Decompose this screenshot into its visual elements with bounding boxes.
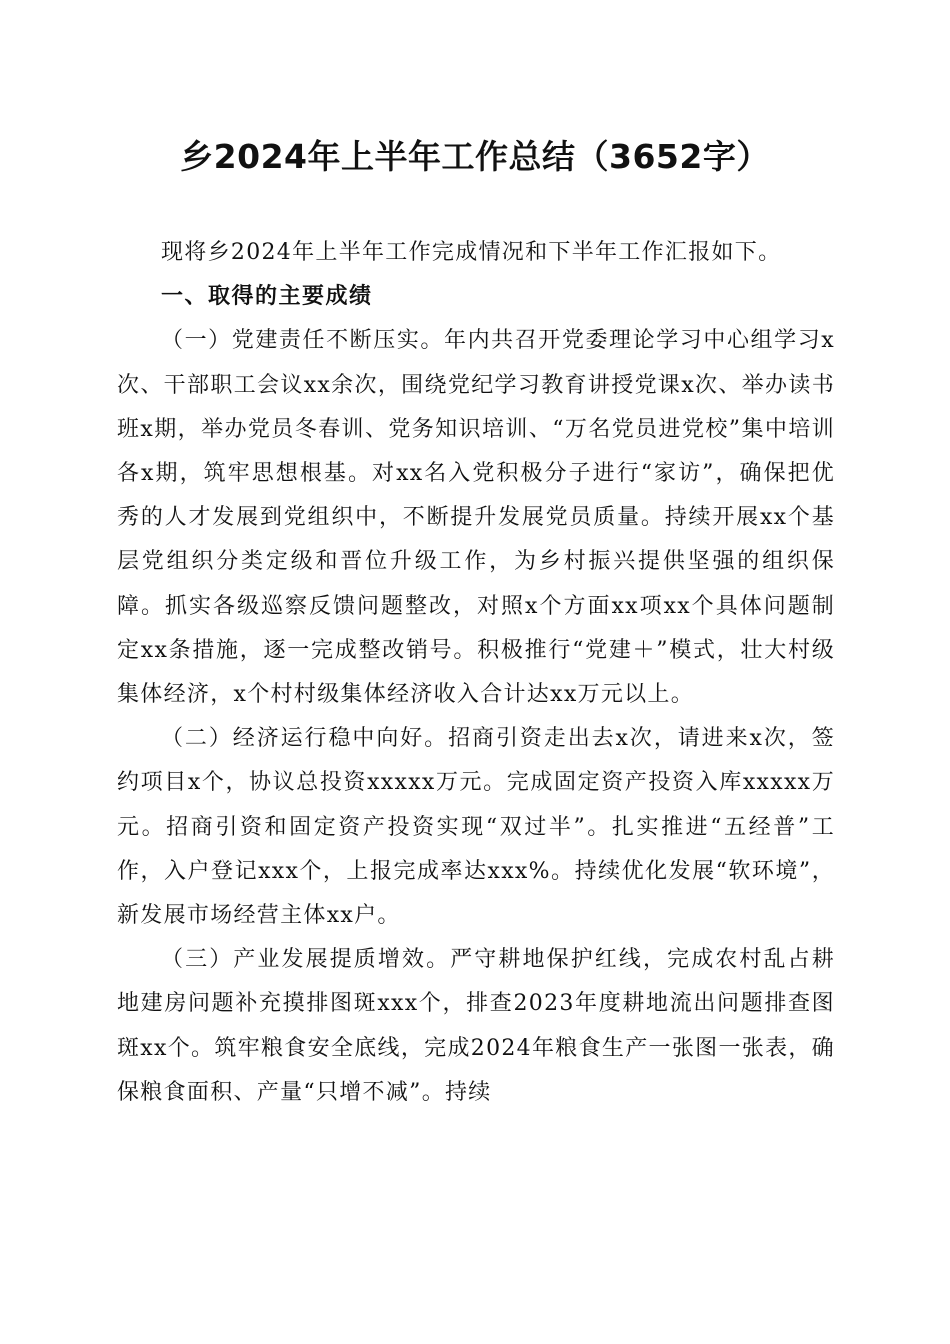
paragraph-text: 严守耕地保护红线，完成农村乱占耕地建房问题补充摸排图斑xxx个，排查2023年度耕地流出问题排查图斑xx个。筑牢粮食安全底线，完成2024年粮食生产一张图一张表，确保粮食面积、产量“只增不减”。持续 — [117, 947, 835, 1105]
paragraph-industry — [117, 938, 835, 1115]
paragraph-text: 年内共召开党委理论学习中心组学习x次、干部职工会议xx余次，围绕党纪学习教育讲授党课x次、举办读书班x期，举办党员冬春训、党务知识培训、“万名党员进党校”集中培训各x期，筑牢思想根基。对xx名入党积极分子进行“家访”，确保把优秀的人才发展到党组织中，不断提升发展党员质量。持续开展xx个基层党组织分类定级和晋位升级工作，为乡村振兴提供坚强的组织保障。抓实各级巡察反馈问题整改，对照x个方面xx项xx个具体问题制定xx条措施，逐一完成整改销号。积极推行“党建＋”模式，壮大村级集体经济，x个村村级集体经济收入合计达xx万元以上。 — [117, 328, 835, 708]
section-heading: 一、取得的主要成绩 — [161, 284, 373, 310]
intro-paragraph: 现将乡2024年上半年工作完成情况和下半年工作汇报如下。 — [161, 240, 782, 265]
paragraph-lead: （三）产业发展提质增效。 — [161, 947, 451, 973]
paragraph-lead: （一）党建责任不断压实。 — [161, 328, 444, 354]
paragraph-economy — [117, 717, 835, 938]
paragraph-party-building — [117, 319, 835, 717]
paragraph-lead: （二）经济运行稳中向好。 — [161, 726, 449, 752]
document-title: 乡2024年上半年工作总结（3652字） — [180, 137, 770, 176]
document-body — [117, 231, 835, 1115]
paragraph-text: 招商引资走出去x次，请进来x次，签约项目x个，协议总投资xxxxx万元。完成固定资产投资入库xxxxx万元。招商引资和固定资产投资实现“双过半”。扎实推进“五经普”工作，入户登记xxx个，上报完成率达xxx%。持续优化发展“软环境”，新发展市场经营主体xx户。 — [117, 726, 835, 929]
